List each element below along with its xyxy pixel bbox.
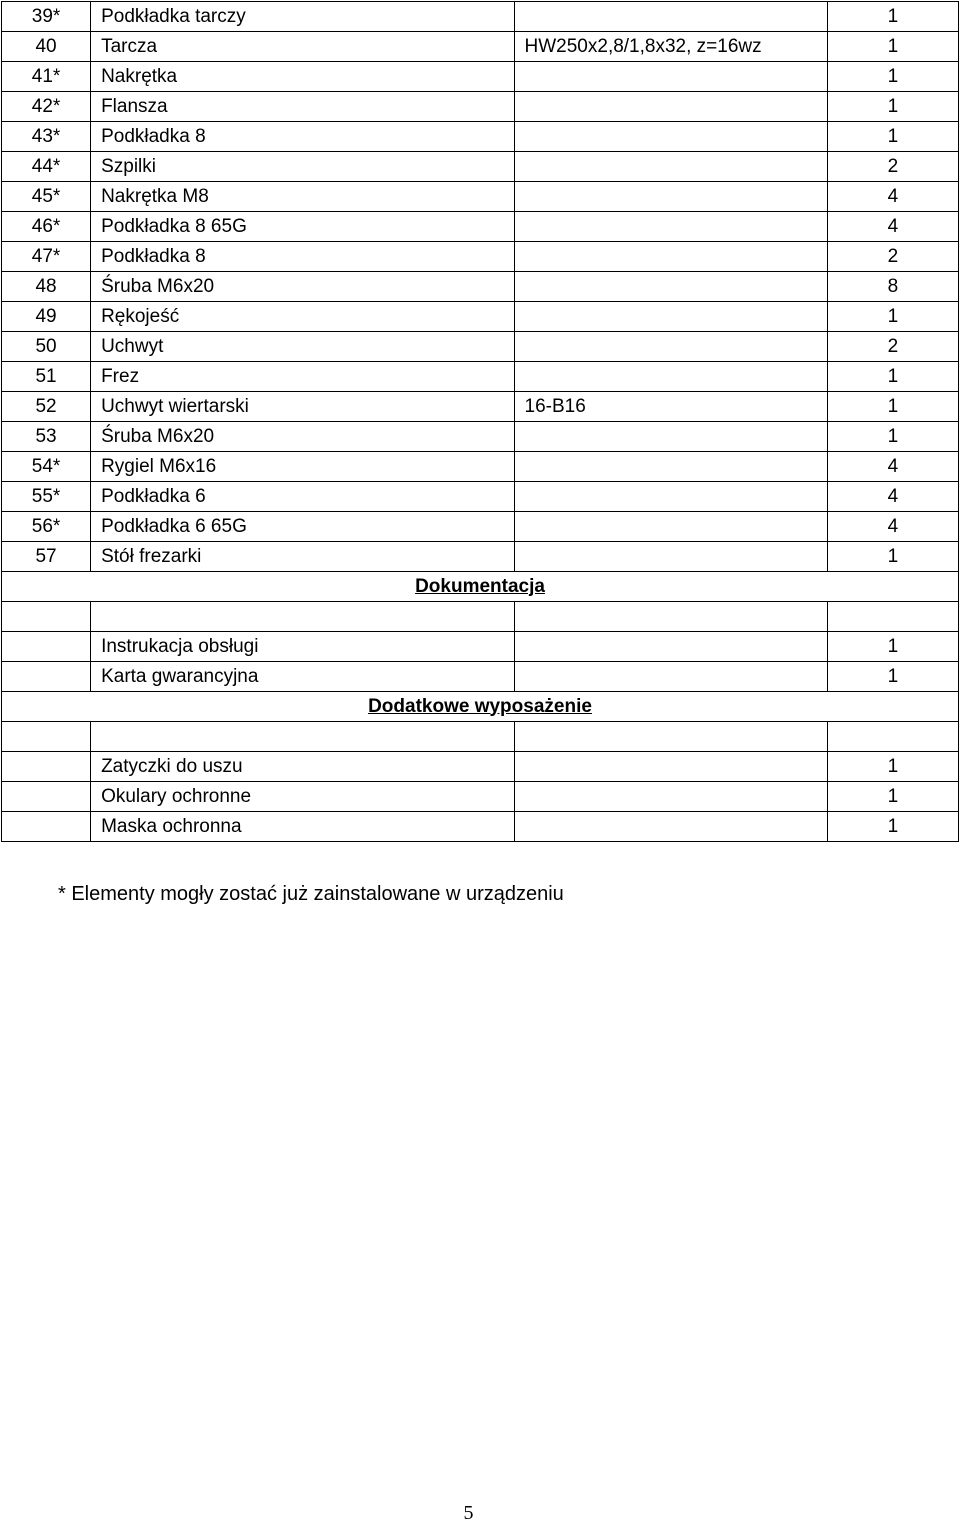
part-quantity: 4: [827, 182, 958, 212]
empty-cell: [2, 722, 91, 752]
part-name: Podkładka 8: [91, 242, 514, 272]
part-spec: [514, 242, 827, 272]
part-number: 48: [2, 272, 91, 302]
empty-cell: [827, 722, 958, 752]
part-quantity: 1: [827, 2, 958, 32]
part-number: 47*: [2, 242, 91, 272]
parts-table-body: [2, 2, 959, 842]
part-quantity: 2: [827, 152, 958, 182]
accessories-heading: [2, 692, 959, 722]
part-spec: [514, 422, 827, 452]
blank-row: [2, 602, 959, 632]
part-row: [2, 32, 959, 62]
part-spec: [514, 62, 827, 92]
item-spec: [514, 752, 827, 782]
part-quantity: 1: [827, 422, 958, 452]
part-quantity: 2: [827, 242, 958, 272]
item-name: Maska ochronna: [91, 812, 514, 842]
part-row: [2, 272, 959, 302]
part-name: Szpilki: [91, 152, 514, 182]
part-name: Tarcza: [91, 32, 514, 62]
item-quantity: 1: [827, 812, 958, 842]
accessories-row: [2, 752, 959, 782]
blank-row: [2, 722, 959, 752]
part-row: [2, 482, 959, 512]
part-number: 40: [2, 32, 91, 62]
accessories-heading-text: Dodatkowe wyposażenie: [2, 692, 959, 722]
part-row: [2, 452, 959, 482]
part-quantity: 1: [827, 92, 958, 122]
part-spec: 16-B16: [514, 392, 827, 422]
item-name: Okulary ochronne: [91, 782, 514, 812]
part-row: [2, 182, 959, 212]
part-quantity: 4: [827, 512, 958, 542]
empty-cell: [91, 602, 514, 632]
part-name: Rękojeść: [91, 302, 514, 332]
part-quantity: 2: [827, 332, 958, 362]
part-spec: [514, 452, 827, 482]
part-spec: [514, 272, 827, 302]
part-name: Śruba M6x20: [91, 422, 514, 452]
part-spec: [514, 362, 827, 392]
parts-list-table: [1, 1, 959, 842]
part-name: Uchwyt: [91, 332, 514, 362]
part-quantity: 1: [827, 542, 958, 572]
part-name: Rygiel M6x16: [91, 452, 514, 482]
item-number: [2, 782, 91, 812]
part-spec: [514, 482, 827, 512]
part-name: Podkładka 8 65G: [91, 212, 514, 242]
documentation-row: [2, 632, 959, 662]
part-spec: [514, 512, 827, 542]
accessories-row: [2, 782, 959, 812]
footnote: * Elementy mogły zostać już zainstalowane w urządzeniu: [58, 883, 564, 905]
part-row: [2, 362, 959, 392]
part-number: 49: [2, 302, 91, 332]
item-spec: [514, 662, 827, 692]
empty-cell: [514, 602, 827, 632]
item-quantity: 1: [827, 632, 958, 662]
part-spec: [514, 302, 827, 332]
part-name: Uchwyt wiertarski: [91, 392, 514, 422]
part-row: [2, 332, 959, 362]
part-quantity: 1: [827, 362, 958, 392]
documentation-heading-text: Dokumentacja: [2, 572, 959, 602]
empty-cell: [2, 602, 91, 632]
part-name: Podkładka 6 65G: [91, 512, 514, 542]
part-spec: [514, 2, 827, 32]
part-number: 57: [2, 542, 91, 572]
part-quantity: 1: [827, 392, 958, 422]
documentation-row: [2, 662, 959, 692]
part-row: [2, 212, 959, 242]
item-spec: [514, 782, 827, 812]
part-quantity: 8: [827, 272, 958, 302]
part-number: 54*: [2, 452, 91, 482]
item-name: Karta gwarancyjna: [91, 662, 514, 692]
part-name: Podkładka tarczy: [91, 2, 514, 32]
part-number: 41*: [2, 62, 91, 92]
part-number: 55*: [2, 482, 91, 512]
part-spec: [514, 122, 827, 152]
part-row: [2, 392, 959, 422]
part-row: [2, 422, 959, 452]
item-number: [2, 752, 91, 782]
part-number: 56*: [2, 512, 91, 542]
part-row: [2, 302, 959, 332]
part-row: [2, 92, 959, 122]
part-spec: [514, 182, 827, 212]
item-quantity: 1: [827, 662, 958, 692]
item-spec: [514, 812, 827, 842]
accessories-row: [2, 812, 959, 842]
part-name: Śruba M6x20: [91, 272, 514, 302]
part-number: 46*: [2, 212, 91, 242]
item-number: [2, 632, 91, 662]
part-row: [2, 62, 959, 92]
part-number: 39*: [2, 2, 91, 32]
part-number: 52: [2, 392, 91, 422]
part-quantity: 1: [827, 122, 958, 152]
item-quantity: 1: [827, 752, 958, 782]
part-quantity: 1: [827, 302, 958, 332]
part-number: 45*: [2, 182, 91, 212]
item-number: [2, 662, 91, 692]
empty-cell: [514, 722, 827, 752]
part-spec: [514, 152, 827, 182]
part-row: [2, 122, 959, 152]
item-quantity: 1: [827, 782, 958, 812]
part-row: [2, 152, 959, 182]
part-quantity: 4: [827, 212, 958, 242]
part-number: 42*: [2, 92, 91, 122]
part-name: Stół frezarki: [91, 542, 514, 572]
part-quantity: 1: [827, 62, 958, 92]
part-quantity: 1: [827, 32, 958, 62]
part-quantity: 4: [827, 482, 958, 512]
empty-cell: [827, 602, 958, 632]
part-name: Nakrętka: [91, 62, 514, 92]
documentation-heading: [2, 572, 959, 602]
item-number: [2, 812, 91, 842]
part-row: [2, 512, 959, 542]
part-spec: [514, 92, 827, 122]
part-spec: [514, 212, 827, 242]
part-row: [2, 242, 959, 272]
part-name: Podkładka 6: [91, 482, 514, 512]
part-number: 43*: [2, 122, 91, 152]
part-number: 53: [2, 422, 91, 452]
part-name: Frez: [91, 362, 514, 392]
part-number: 50: [2, 332, 91, 362]
item-name: Zatyczki do uszu: [91, 752, 514, 782]
part-spec: [514, 542, 827, 572]
page-number: 5: [463, 1502, 474, 1524]
empty-cell: [91, 722, 514, 752]
item-name: Instrukacja obsługi: [91, 632, 514, 662]
part-row: [2, 2, 959, 32]
part-row: [2, 542, 959, 572]
part-name: Nakrętka M8: [91, 182, 514, 212]
part-name: Flansza: [91, 92, 514, 122]
item-spec: [514, 632, 827, 662]
part-quantity: 4: [827, 452, 958, 482]
part-number: 44*: [2, 152, 91, 182]
part-name: Podkładka 8: [91, 122, 514, 152]
part-number: 51: [2, 362, 91, 392]
part-spec: HW250x2,8/1,8x32, z=16wz: [514, 32, 827, 62]
part-spec: [514, 332, 827, 362]
